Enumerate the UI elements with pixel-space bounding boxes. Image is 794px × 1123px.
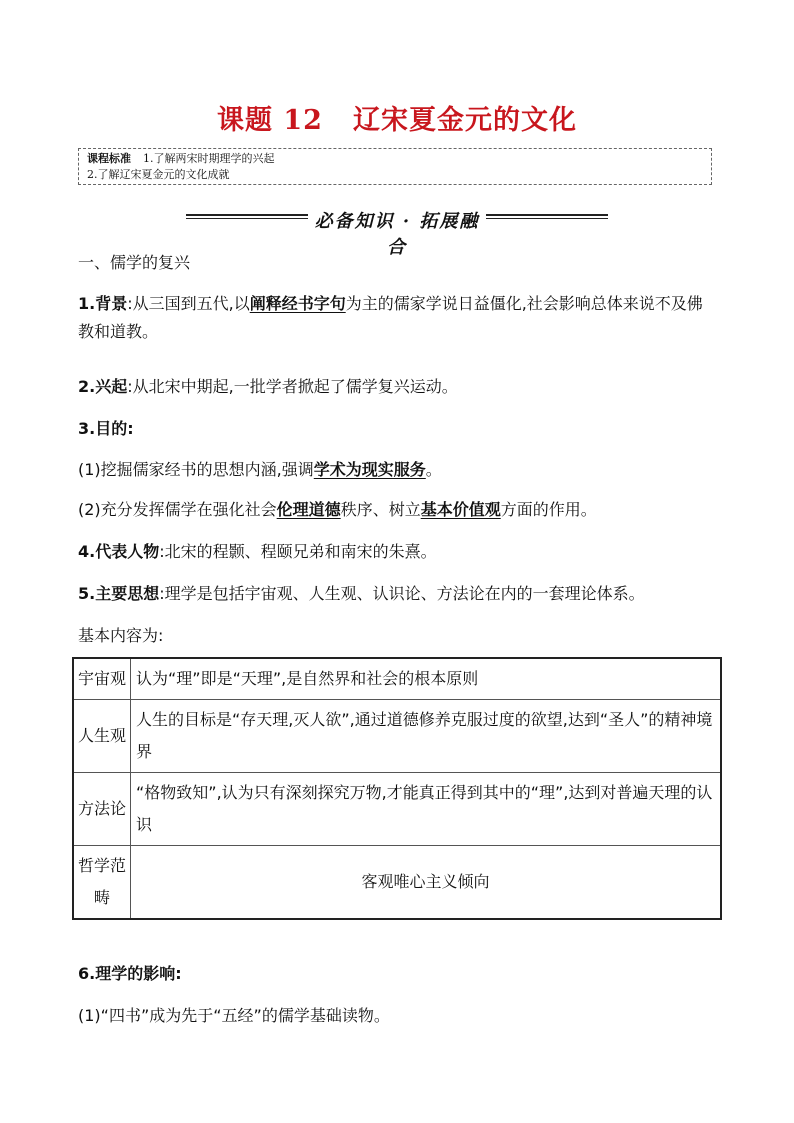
table-value: 人生的目标是“存天理,灭人欲”,通过道德修养克服过度的欲望,达到“圣人”的精神境界 <box>131 700 722 773</box>
purpose-2-text-a: (2)充分发挥儒学在强化社会 <box>78 500 277 519</box>
representatives-label: 4.代表人物 <box>78 542 160 561</box>
title-text: 辽宋夏金元的文化 <box>352 105 577 136</box>
course-standard-item-1: 1.了解两宋时期理学的兴起 <box>143 152 275 165</box>
paragraph-representatives <box>78 539 718 565</box>
table-row <box>73 700 721 773</box>
content-table <box>72 657 722 920</box>
paragraph-background <box>78 290 718 346</box>
course-standard-item-2: 2.了解辽宋夏金元的文化成就 <box>87 168 230 181</box>
course-standard-box <box>78 148 712 185</box>
table-key: 方法论 <box>73 773 131 846</box>
background-label: 1.背景 <box>78 294 128 313</box>
page-title <box>0 98 794 137</box>
basic-content-label: 基本内容为: <box>78 626 164 645</box>
table-value: “格物致知”,认为只有深刻探究万物,才能真正得到其中的“理”,达到对普遍天理的认识 <box>131 773 722 846</box>
table-row <box>73 658 721 700</box>
purpose-1-text-b: 。 <box>425 460 442 479</box>
purpose-label-text: 3.目的: <box>78 419 134 438</box>
paragraph-main-ideas <box>78 581 718 607</box>
section-banner <box>186 207 608 258</box>
background-key-term: 阐释经书字句 <box>249 294 346 313</box>
purpose-2-key-term-1: 伦理道德 <box>276 500 341 519</box>
rise-label: 2.兴起 <box>78 377 128 396</box>
banner-rule-right <box>486 214 608 219</box>
main-ideas-label: 5.主要思想 <box>78 584 160 603</box>
purpose-label <box>78 416 718 442</box>
main-ideas-text: :理学是包括宇宙观、人生观、认识论、方法论在内的一套理论体系。 <box>159 584 645 603</box>
purpose-item-1 <box>78 457 718 483</box>
purpose-1-text-a: (1)挖掘儒家经书的思想内涵,强调 <box>78 460 314 479</box>
table-value: 认为“理”即是“天理”,是自然界和社会的根本原则 <box>131 658 722 700</box>
table-row <box>73 846 721 920</box>
title-number: 课题 12 <box>217 105 323 136</box>
influence-label <box>78 961 718 987</box>
course-standard-label: 课程标准 <box>87 152 131 165</box>
paragraph-rise <box>78 374 718 400</box>
banner-text: 必备知识 · 拓展融合 <box>314 211 480 258</box>
rise-text: :从北宋中期起,一批学者掀起了儒学复兴运动。 <box>127 377 458 396</box>
table-key: 宇宙观 <box>73 658 131 700</box>
purpose-2-text-c: 方面的作用。 <box>500 500 597 519</box>
influence-label-text: 6.理学的影响: <box>78 964 182 983</box>
background-text-a: :从三国到五代,以 <box>127 294 250 313</box>
table-value: 客观唯心主义倾向 <box>131 846 722 920</box>
table-row <box>73 773 721 846</box>
banner-rule-left <box>186 214 308 219</box>
background-text-b: 为主的儒家学说日益僵化,社会影响总体来说不及佛教和道教。 <box>78 294 703 341</box>
purpose-2-key-term-2: 基本价值观 <box>420 500 501 519</box>
purpose-2-text-b: 秩序、树立 <box>340 500 421 519</box>
table-key: 人生观 <box>73 700 131 773</box>
influence-item-1: (1)“四书”成为先于“五经”的儒学基础读物。 <box>78 1006 390 1025</box>
representatives-text: :北宋的程颢、程颐兄弟和南宋的朱熹。 <box>159 542 437 561</box>
purpose-item-2 <box>78 497 718 523</box>
purpose-1-key-term: 学术为现实服务 <box>313 460 426 479</box>
table-key: 哲学范畴 <box>73 846 131 920</box>
section-heading: 一、儒学的复兴 <box>78 253 191 272</box>
